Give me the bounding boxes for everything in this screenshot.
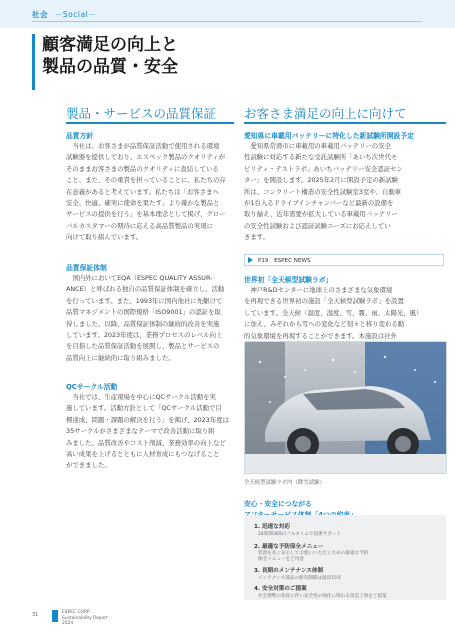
- text-line: 施しています。活動方針として「QCサークル活動で目: [66, 404, 222, 413]
- photo-caption: 全天候型試験ラボ内（降雪試験）: [244, 480, 325, 486]
- text-line: 取り揃え、近年需要が拡大している車載用バッテリー: [244, 210, 398, 219]
- text-line: 愛知県常滑市に車載用の車載用バッテリーの安全: [244, 142, 391, 150]
- right-column-rule: [244, 122, 446, 124]
- page-title: [42, 34, 178, 78]
- text-line: 得しました。以降、品質保証体制の継続的改善を実施: [66, 319, 220, 328]
- lab2-subheading: 世界初「全天候型試験ラボ」: [244, 276, 333, 284]
- text-line: を行っています。また、1993年に国内他社に先駆けて: [66, 296, 223, 305]
- service-subheading-line-1: 安心・安全につながる: [244, 500, 312, 508]
- text-line: 標達成、問題・課題の解決を行う」を掲げ、2023年度は: [66, 415, 229, 424]
- text-line: の安全性試験および認証試験ニーズにお応えしてい: [244, 221, 391, 230]
- text-line: 試験器を提供しており、エスペック製品のクオリティが: [66, 153, 226, 162]
- reference-link-label[interactable]: P19 ESPEC NEWS: [258, 258, 311, 264]
- brand-logo: [52, 610, 58, 622]
- snow-car-photo-image: [245, 342, 446, 473]
- section-label-jp: 社会: [32, 10, 48, 19]
- system-paragraph: [66, 273, 234, 364]
- text-line: に加え、みぞれから雪への変化など刻々と移り変わる動: [244, 320, 405, 329]
- text-line: そのままお客さまの製品のクオリティに直結している: [66, 164, 219, 173]
- service-item-title: 4. 安全対策のご提案: [254, 586, 307, 592]
- section-label: [32, 9, 96, 20]
- text-line: 向けて取り組んでいます。: [66, 233, 143, 242]
- text-line: 国内外においてEQA（ESPEC QUALITY ASSUR-: [66, 274, 213, 282]
- text-line: 当社では、生産現場を中心にQCサークル活動を実: [66, 393, 216, 401]
- page-title-line-1: 顧客満足の向上と: [42, 35, 178, 55]
- text-line: 的気象環境を再現することができます。本施設は社外: [244, 331, 397, 340]
- text-line: しています。2023年度は、業務プロセスのレベル向上: [66, 331, 223, 340]
- footer-brand: [62, 610, 108, 627]
- footer-report: Sustainability Report: [62, 615, 108, 621]
- policy-subheading: 品質方針: [66, 132, 94, 140]
- qc-subheading: QCサークル活動: [66, 383, 118, 391]
- section-label-en: －Social－: [54, 10, 97, 19]
- arrow-right-icon: [248, 257, 253, 263]
- title-accent-bar: [32, 34, 35, 90]
- text-line: バルカスタマーの期待に応える高品質製品の実現に: [66, 221, 213, 230]
- text-line: 品質マネジメントの国際規格「ISO9001」の認証を取: [66, 308, 221, 317]
- text-line: 性試験に対応する新たな受託試験所「あいち次世代モ: [244, 153, 398, 162]
- service-promises-box: [244, 515, 446, 600]
- lab-paragraph: [244, 141, 446, 244]
- text-line: 高い成果を上げるとともに人材育成にもつなげること: [66, 450, 220, 459]
- page-title-line-2: 製品の品質・安全: [42, 57, 178, 77]
- text-line: 安全、快適、確実に使命を果たす」より確かな製品と: [66, 199, 220, 208]
- text-line: が1台入るドライブインチャンバーなど最新の設備を: [244, 199, 394, 208]
- policy-paragraph: [66, 141, 234, 244]
- text-line: 品質向上に継続的に取り組みました。: [66, 353, 175, 362]
- lab-subheading: 愛知県に車載用バッテリーに特化した新試験所開設予定: [244, 132, 414, 140]
- system-subheading: 品質保証体制: [66, 264, 107, 272]
- service-item-title: 2. 最適な予防保全メニュー: [254, 544, 324, 550]
- text-line: ANCE）と呼ばれる独自の品質保証体制を確立し、活動: [66, 285, 225, 294]
- section-divider: [32, 21, 422, 22]
- lab-photo: [244, 341, 447, 474]
- text-line: 所は、コンクリート構造の安全性試験室3室や、自動車: [244, 187, 402, 196]
- service-item-title: 1. 迅速な対応: [254, 524, 290, 530]
- service-item-title: 3. 長期のメンテナンス体制: [254, 568, 324, 574]
- text-line: サービスの提供を行う」を基本理念として掲げ、グロー: [66, 210, 226, 219]
- text-line: 在意義があると考えています。私たちは「お客さまへ: [66, 187, 219, 196]
- service-item-desc: 装置を長く安心してお使いいただくための最適な予防保全メニューをご用意: [258, 551, 369, 562]
- footer-company: ESPEC CORP.: [62, 610, 91, 615]
- left-column-heading: 製品・サービスの品質保証: [66, 106, 217, 121]
- service-item-desc: メンテナンス部品の保有期間は最長15年: [258, 576, 342, 581]
- service-item-desc: 24時間365日フルタイムで技術サポート: [258, 532, 342, 537]
- text-line: を再現できる世界初の施設「全天候型試験ラボ」を設置: [244, 297, 404, 306]
- left-column-rule: [66, 122, 234, 124]
- service-item-desc: 社会情勢の変化に伴い安全性の強化に関わる改造工事をご提案: [258, 594, 387, 599]
- text-line: みました。品質改善やコスト削減、業務効率の向上など: [66, 438, 226, 447]
- text-line: きます。: [244, 233, 270, 242]
- page-number: 31: [32, 612, 39, 618]
- text-line: を目指した品質保証活動を展開し、製品とサービスの: [66, 342, 220, 351]
- text-line: ができました。: [66, 461, 111, 470]
- text-line: ビリティ・テストラボ」あいちバッテリー安全認証セン: [244, 164, 403, 173]
- text-line: 神戸R&Dセンターに地球上のさまざまな気象環境: [244, 286, 393, 294]
- text-line: 当社は、お客さまが品質保証活動で使用される環境: [66, 142, 220, 150]
- footer-year: 2024: [62, 621, 74, 627]
- qc-paragraph: [66, 392, 234, 472]
- text-line: ター」を開設します。2025年2月に開設予定の新試験: [244, 176, 399, 185]
- text-line: こと、また、その重責を担っていることに、私たちの存: [66, 176, 226, 185]
- text-line: 35サークルがさまざまなテーマで改善活動に取り組: [66, 427, 215, 436]
- text-line: しています。全天候（温度、湿度、雪、霧、雨、太陽光、風）: [244, 308, 423, 317]
- right-column-heading: お客さま満足の向上に向けて: [244, 106, 407, 121]
